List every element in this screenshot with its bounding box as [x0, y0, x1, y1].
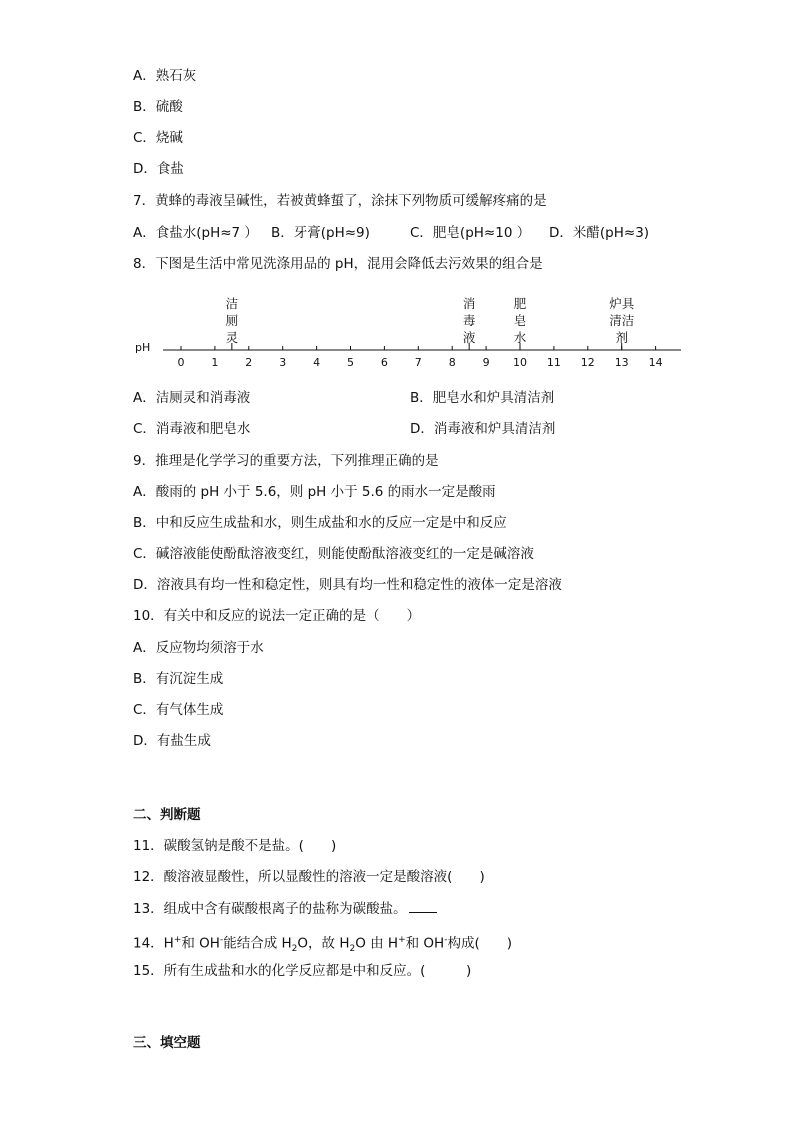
q7-option-d: D．米醋(pH≈3) [549, 225, 650, 241]
judge-q15: 15．所有生成盐和水的化学反应都是中和反应。( ) [133, 963, 472, 979]
q14-sub: 2 [349, 944, 356, 955]
q9-option-b: B．中和反应生成盐和水，则生成盐和水的反应一定是中和反应 [133, 515, 507, 531]
ph-tick-label: 1 [211, 356, 219, 369]
ph-product-label: 洁 [225, 296, 239, 311]
ph-product-label: 厕 [225, 313, 239, 328]
ph-tick-label: 2 [245, 356, 253, 369]
q6-option-b: B．硫酸 [133, 99, 183, 115]
q8-option-d: D．消毒液和炉具清洁剂 [410, 421, 556, 437]
q14-part: 和 OH [405, 935, 445, 952]
ph-tick-label: 12 [580, 356, 595, 369]
ph-product-label: 皂 [513, 313, 527, 328]
answer-blank [409, 900, 437, 913]
ph-product-label: 灵 [225, 330, 239, 345]
q8-stem: 8．下图是生活中常见洗涤用品的 pH，混用会降低去污效果的组合是 [133, 256, 543, 272]
ph-tick-label: 7 [414, 356, 422, 369]
ph-product-label: 炉具 [609, 296, 635, 311]
q7-option-c: C．肥皂(pH≈10 ） [410, 225, 531, 241]
q14-sup: - [219, 935, 224, 945]
q14-part: 构成( ) [447, 935, 513, 952]
q14-part: 能结合成 H [223, 935, 292, 952]
ph-tick-label: 10 [513, 356, 527, 369]
q7-option-a: A．食盐水(pH≈7 ） [133, 225, 258, 241]
ph-tick-label: 13 [614, 356, 629, 369]
q10-option-c: C．有气体生成 [133, 702, 224, 718]
ph-product-label: 液 [462, 330, 476, 345]
ph-tick-label: 0 [177, 356, 185, 369]
ph-products [226, 296, 635, 350]
q10-option-b: B．有沉淀生成 [133, 671, 224, 687]
section-title-fill: 三、填空题 [133, 1035, 201, 1051]
judge-q13-text: 13．组成中含有碳酸根离子的盐称为碳酸盐。 [133, 901, 407, 917]
ph-product-label: 毒 [462, 313, 476, 328]
q8-option-a: A．洁厕灵和消毒液 [133, 390, 251, 406]
q14-part: O，故 H [297, 935, 350, 952]
judge-q14 [133, 931, 512, 958]
q14-sup: + [173, 935, 182, 945]
ph-product-label: 肥 [513, 296, 527, 311]
q14-part: 和 OH [181, 935, 220, 952]
ph-product-label: 剂 [615, 330, 628, 345]
ph-ticks [178, 346, 663, 369]
q10-option-d: D．有盐生成 [133, 733, 211, 749]
q8-option-c: C．消毒液和肥皂水 [133, 421, 251, 437]
ph-scale-figure [130, 286, 690, 370]
ph-tick-label: 11 [546, 356, 561, 369]
ph-tick-label: 3 [279, 356, 287, 369]
q14-sup: + [398, 935, 406, 945]
ph-tick-label: 14 [648, 356, 663, 369]
q10-option-a: A．反应物均须溶于水 [133, 640, 264, 656]
q14-part: 14．H [133, 935, 174, 952]
judge-q11: 11．碳酸氢钠是酸不是盐。( ) [133, 838, 337, 854]
q9-option-c: C．碱溶液能使酚酞溶液变红，则能使酚酞溶液变红的一定是碱溶液 [133, 546, 534, 562]
q7-stem: 7．黄蜂的毒液呈碱性，若被黄蜂蜇了，涂抹下列物质可缓解疼痛的是 [133, 193, 547, 209]
judge-q12: 12．酸溶液显酸性，所以显酸性的溶液一定是酸溶液( ) [133, 869, 485, 885]
ph-product-label: 清洁 [609, 313, 635, 328]
ph-tick-label: 9 [482, 356, 490, 369]
ph-tick-label: 8 [448, 356, 456, 369]
ph-product-label: 消 [462, 296, 476, 311]
q6-option-c: C．烧碱 [133, 130, 183, 146]
ph-tick-label: 4 [313, 356, 321, 369]
q7-option-b: B．牙膏(pH≈9) [271, 225, 370, 241]
ph-tick-label: 6 [380, 356, 388, 369]
section-title-judge: 二、判断题 [133, 807, 201, 823]
q14-sub: 2 [291, 944, 298, 955]
q8-option-b: B．肥皂水和炉具清洁剂 [410, 390, 555, 406]
ph-axis-label: pH [135, 341, 151, 354]
q10-stem: 10．有关中和反应的说法一定正确的是（ ） [133, 608, 421, 624]
q9-stem: 9．推理是化学学习的重要方法，下列推理正确的是 [133, 453, 439, 469]
q6-option-d: D．食盐 [133, 161, 184, 177]
q9-option-a: A．酸雨的 pH 小于 5.6，则 pH 小于 5.6 的雨水一定是酸雨 [133, 484, 496, 500]
judge-q13 [133, 900, 437, 918]
q14-sup: - [444, 935, 448, 945]
ph-product-label: 水 [513, 330, 527, 345]
q6-option-a: A．熟石灰 [133, 68, 197, 84]
q9-option-d: D．溶液具有均一性和稳定性，则具有均一性和稳定性的液体一定是溶液 [133, 577, 562, 593]
ph-tick-label: 5 [347, 356, 354, 369]
q14-part: O 由 H [355, 935, 399, 952]
